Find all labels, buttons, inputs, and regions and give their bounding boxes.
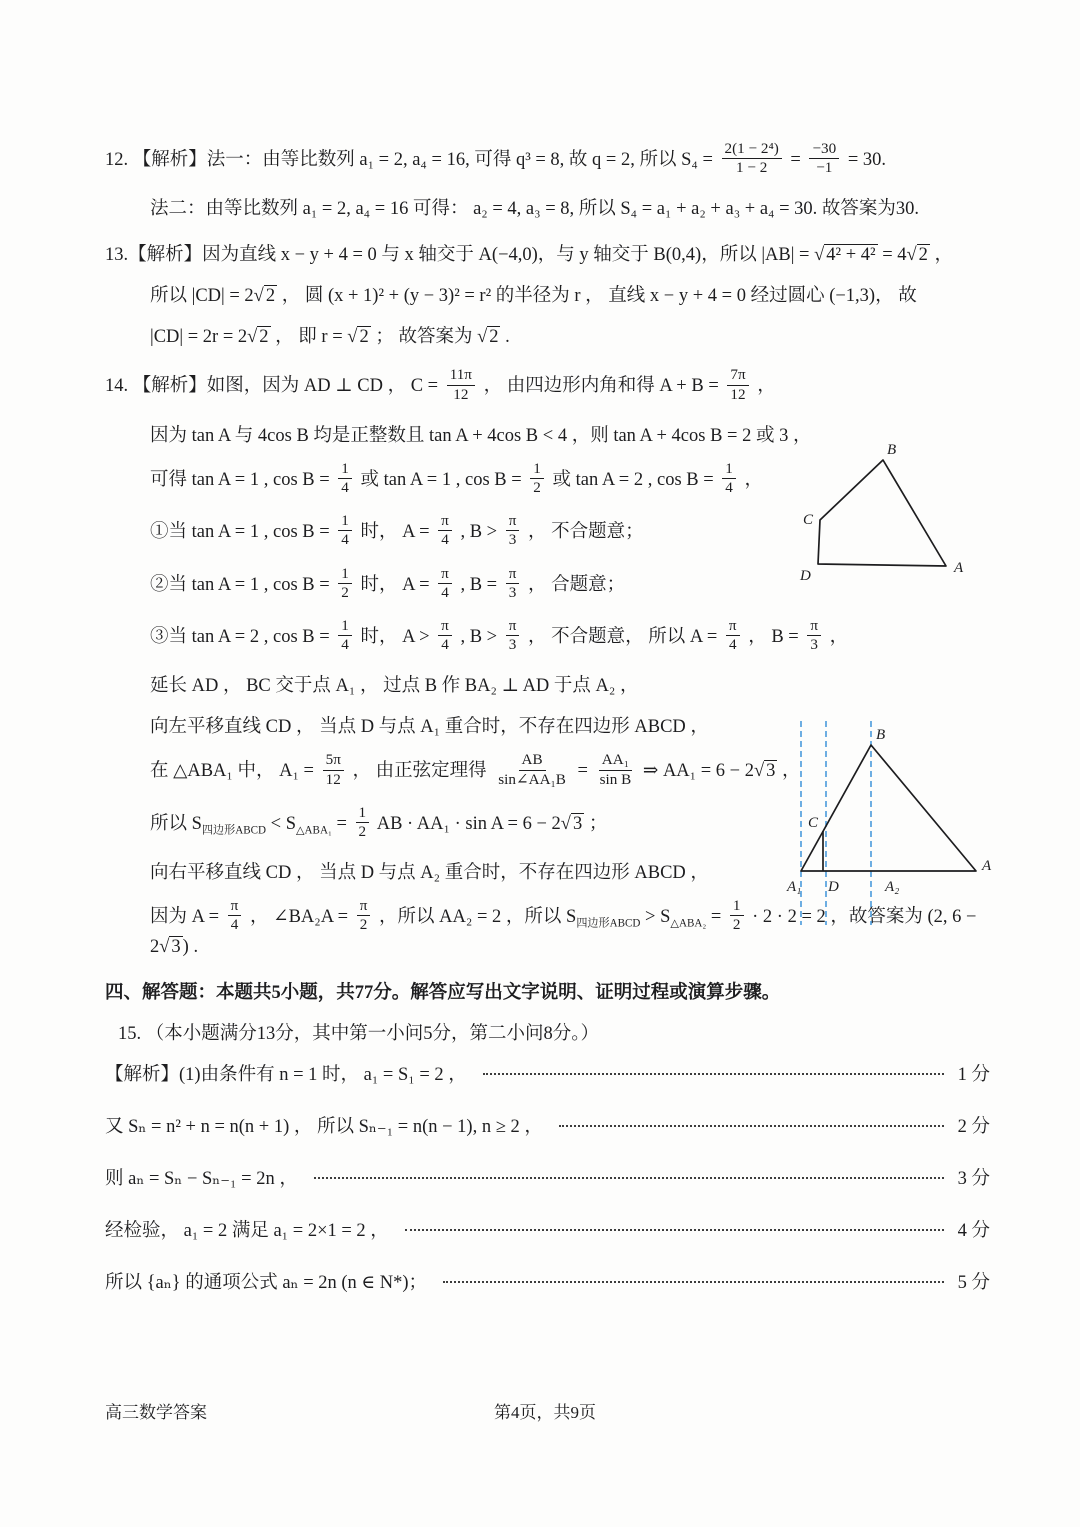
vertex-label-B: B bbox=[887, 442, 897, 459]
text-line: 14. 【解析】如图，因为 AD ⊥ CD ， C = $\frac{11\pi}{12}$ ， 由四边形内角和得 A + B = $\frac{7\pi}{12}$ ， bbox=[105, 366, 776, 403]
page-footer bbox=[105, 1398, 985, 1423]
vertex-label-A2: A₂ bbox=[885, 879, 900, 896]
triangle-construction-diagram bbox=[781, 713, 996, 938]
text-line: 所以 $S_{四边形ABCD} < S_{\triangle ABA_1}$ = $\frac{1}{2}$ AB · AA₁ · sin A = 6 − 2√ 3 ； bbox=[150, 803, 608, 841]
text-line: 法二：由等比数列 a₁ = 2, a₄ = 16 可得： a₂ = 4, a₃ = 8, 所以 S₄ = a₁ + a₂ + a₃ + a₄ = 30. 故答案为30. bbox=[150, 199, 920, 220]
vertex-label-C: C bbox=[803, 512, 814, 529]
vertex-label-D: D bbox=[800, 568, 811, 585]
triangle-outline bbox=[801, 745, 976, 871]
quadrilateral-diagram bbox=[788, 438, 978, 588]
score-label: 4 分 bbox=[957, 1220, 990, 1241]
score-label: 5 分 bbox=[957, 1272, 990, 1293]
text-line: |CD| = 2r = 2√ 2 ， 即 r = √ 2 ； 故答案为 √ 2 . bbox=[150, 327, 510, 348]
text-line: 可得 tan A = 1 , cos B = $\frac{1}{4}$ 或 tan A = 1 , cos B = $\frac{1}{2}$ 或 tan A = 2 , cos B = $\frac{1}{4}$ ， bbox=[150, 459, 764, 497]
vertex-label-B: B bbox=[876, 727, 886, 744]
dotted-leader bbox=[405, 1229, 944, 1231]
solution-step-text: 【解析】(1)由条件有 n = 1 时， a₁ = S₁ = 2 ， bbox=[105, 1064, 467, 1085]
scored-line bbox=[105, 1112, 990, 1138]
content-area bbox=[105, 142, 990, 1320]
dotted-leader bbox=[314, 1177, 944, 1179]
footer-doc-title: 高三数学答案 bbox=[105, 1403, 207, 1422]
vertex-label-A: A bbox=[954, 560, 964, 577]
scored-line bbox=[105, 1164, 990, 1190]
text-line: 12. 【解析】法一：由等比数列 a₁ = 2, a₄ = 16, 可得 q³ = 8, 故 q = 2, 所以 S₄ = $\frac{\text{2(1 − 2⁴)}}{1 - 2}$ = $\frac{-30}{-1}$ = 30. bbox=[105, 140, 886, 177]
dotted-leader bbox=[443, 1281, 944, 1283]
case-1-line: ①当 tan A = 1 , cos B = $\frac{1}{4}$ 时， A = $\frac{\pi}{4}$ , B > $\frac{\pi}{3}$ ， 不合题意； bbox=[150, 512, 644, 549]
text-line: 在 △ABA₁ 中， A₁ = $\frac{5\pi}{12}$ ， 由正弦定理得 $\frac{AB}{\text{sin∠AA₁B}}$ = $\frac{\text{AA₁}}{\text{sin B}}$ ⇒ AA₁ = 6 − 2√ 3 ， bbox=[150, 751, 801, 788]
vertex-label-A: A bbox=[982, 858, 992, 875]
solution-step-text: 则 aₙ = Sₙ − Sₙ₋₁ = 2n ， bbox=[105, 1168, 298, 1189]
vertex-label-C: C bbox=[808, 815, 819, 832]
quadrilateral-outline bbox=[818, 460, 946, 566]
solution-step-text: 经检验， a₁ = 2 满足 a₁ = 2×1 = 2 ， bbox=[105, 1220, 389, 1241]
problem-12-solution bbox=[105, 142, 990, 220]
problem-14-solution bbox=[105, 368, 990, 957]
text-line: 所以 |CD| = 2√ 2 ， 圆 (x + 1)² + (y − 3)² = r² 的半径为 r ， 直线 x − y + 4 = 0 经过圆心 (−1,3)， 故 bbox=[150, 286, 917, 307]
vertex-label-A1: A₁ bbox=[787, 879, 802, 896]
problem-13-solution bbox=[105, 240, 990, 348]
footer-page-number: 第4页，共9页 bbox=[494, 1403, 596, 1422]
dotted-leader bbox=[559, 1125, 944, 1127]
case-2-line: ②当 tan A = 1 , cos B = $\frac{1}{2}$ 时， A = $\frac{\pi}{4}$ , B = $\frac{\pi}{3}$ ， 合题意； bbox=[150, 564, 626, 601]
solution-step-text: 所以 {aₙ} 的通项公式 aₙ = 2n (n ∈ N*)； bbox=[105, 1272, 427, 1293]
problem-15-solution bbox=[105, 1060, 990, 1294]
text-line: 延长 AD ， BC 交于点 A₁ ， 过点 B 作 BA₂ ⊥ AD 于点 A₂ ， bbox=[150, 676, 639, 697]
problem-15-header: 15. （本小题满分13分，其中第一小问5分，第二小问8分。） bbox=[118, 1023, 600, 1044]
section-4-header: 四、解答题：本题共5小题，共77分。解答应写出文字说明、证明过程或演算步骤。 bbox=[105, 982, 781, 1003]
dotted-leader bbox=[483, 1073, 944, 1075]
scored-line bbox=[105, 1268, 990, 1294]
case-3-line: ③当 tan A = 2 , cos B = $\frac{1}{4}$ 时， A > $\frac{\pi}{4}$ , B > $\frac{\pi}{3}$ ， 不合题意， 所以 A = $\frac{\pi}{4}$ ， B = $\frac{\pi}{3}$ ， bbox=[150, 617, 849, 654]
scored-line bbox=[105, 1216, 990, 1242]
score-label: 3 分 bbox=[957, 1168, 990, 1189]
text-line: 13.【解析】因为直线 x − y + 4 = 0 与 x 轴交于 A(−4,0)，与 y 轴交于 B(0,4)，所以 |AB| = √ 4² + 4² = 4√ 2 ， bbox=[105, 245, 954, 266]
text-line: 向右平移直线 CD ， 当点 D 与点 A₂ 重合时，不存在四边形 ABCD ， bbox=[150, 863, 709, 884]
text-line: 向左平移直线 CD ， 当点 D 与点 A₁ 重合时，不存在四边形 ABCD ， bbox=[150, 717, 709, 738]
text-line: 因为 tan A 与 4cos B 均是正整数且 tan A + 4cos B < 4 ，则 tan A + 4cos B = 2 或 3 ， bbox=[150, 425, 812, 446]
score-label: 2 分 bbox=[957, 1116, 990, 1137]
text-line: 因为 A = $\frac{\pi}{4}$ ， ∠BA₂A = $\frac{\pi}{2}$ ，所以 AA₂ = 2 ，所以 $S_{四边形ABCD} > S_{\triangle ABA_2}$ = $\frac{1}{2}$ · 2 · 2 = 2 ，故答案为 (2, 6 − 2√ 3 ) . bbox=[150, 897, 977, 957]
solution-step-text: 又 Sₙ = n² + n = n(n + 1) ， 所以 Sₙ₋₁ = n(n − 1), n ≥ 2 ， bbox=[105, 1116, 543, 1137]
score-label: 1 分 bbox=[957, 1064, 990, 1085]
scored-line bbox=[105, 1060, 990, 1086]
vertex-label-D: D bbox=[828, 879, 839, 896]
